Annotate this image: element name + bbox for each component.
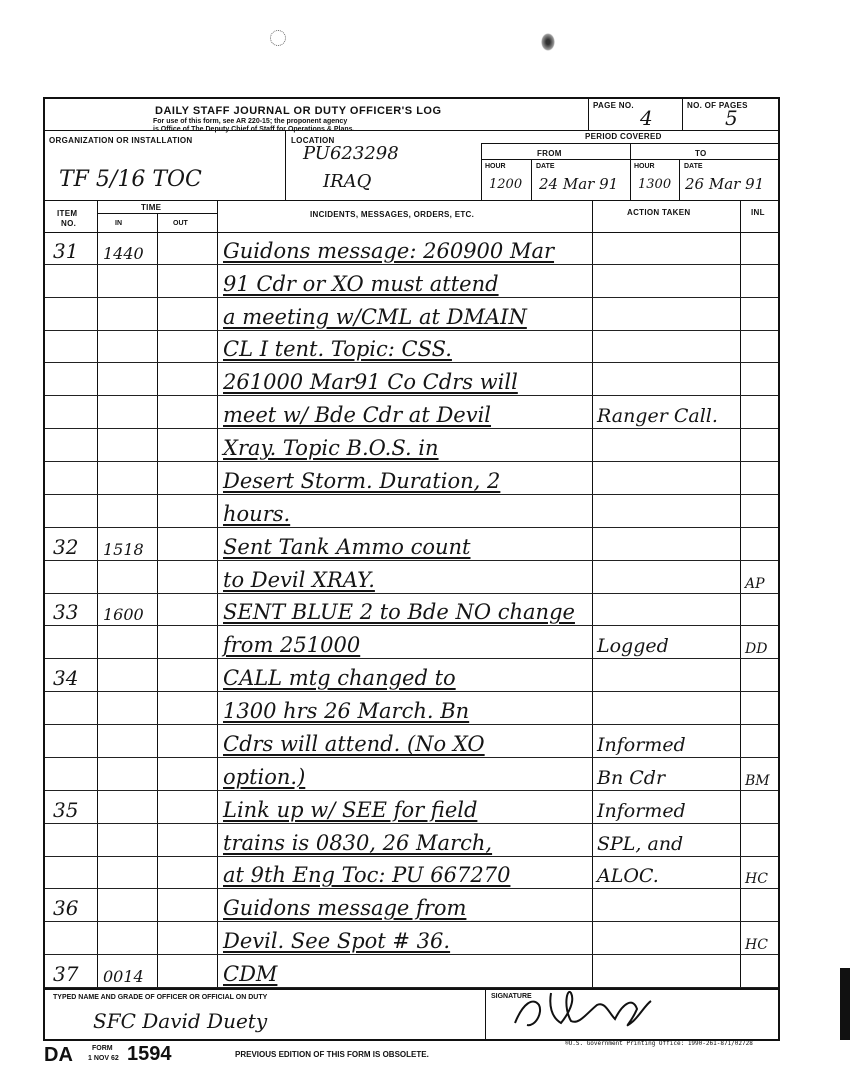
action-taken: Ranger Call. xyxy=(597,405,718,428)
item-number: 35 xyxy=(53,797,79,822)
period-covered-label: PERIOD COVERED xyxy=(585,132,662,141)
to-date-label: DATE xyxy=(684,163,703,170)
footer-gpo: ®U.S. Government Printing Office: 1990-261-871/02728 xyxy=(565,1040,753,1047)
incident-text: at 9th Eng Toc: PU 667270 xyxy=(223,863,511,888)
signature-label: SIGNATURE xyxy=(491,993,532,1000)
incident-text: Devil. See Spot # 36. xyxy=(223,929,451,954)
table-row xyxy=(45,528,778,561)
no-of-pages-label: NO. OF PAGES xyxy=(687,101,748,110)
form-subtitle-1: For use of this form, see AR 220-15; the proponent agency xyxy=(153,118,348,125)
col-action-label: ACTION TAKEN xyxy=(627,208,691,217)
location-line-1: PU623298 xyxy=(303,143,399,164)
table-row xyxy=(45,857,778,890)
table-row xyxy=(45,922,778,955)
form-title: DAILY STAFF JOURNAL OR DUTY OFFICER'S LOG xyxy=(155,105,442,117)
incident-text: CL I tent. Topic: CSS. xyxy=(223,337,452,362)
item-number: 31 xyxy=(53,238,79,263)
time-in: 1518 xyxy=(103,539,144,559)
col-time-label: TIME xyxy=(141,203,162,212)
scan-speck xyxy=(270,30,286,46)
incident-text: Desert Storm. Duration, 2 xyxy=(223,468,501,493)
table-row xyxy=(45,495,778,528)
incident-text: 1300 hrs 26 March. Bn xyxy=(223,699,470,724)
table-row xyxy=(45,626,778,659)
no-of-pages-value: 5 xyxy=(725,106,738,130)
action-taken: Bn Cdr xyxy=(597,766,666,789)
table-row xyxy=(45,659,778,692)
from-hour-label: HOUR xyxy=(485,163,506,170)
initials: HC xyxy=(745,937,768,954)
from-hour-value: 1200 xyxy=(489,177,523,192)
col-incidents-label: INCIDENTS, MESSAGES, ORDERS, ETC. xyxy=(310,210,475,219)
incident-text: trains is 0830, 26 March, xyxy=(223,830,493,855)
table-row xyxy=(45,758,778,791)
incident-text: CALL mtg changed to xyxy=(223,666,456,691)
from-date-value: 24 Mar 91 xyxy=(539,175,619,193)
table-row xyxy=(45,561,778,594)
journal-entries xyxy=(45,232,778,988)
table-row xyxy=(45,889,778,922)
action-taken: Informed xyxy=(597,799,686,822)
table-row xyxy=(45,396,778,429)
action-taken: SPL, and xyxy=(597,832,684,855)
signature-scribble xyxy=(505,983,705,1031)
scan-edge-mark xyxy=(840,968,850,1040)
table-row xyxy=(45,594,778,627)
col-out-label: OUT xyxy=(173,220,188,227)
initials: DD xyxy=(745,641,768,658)
location-label: LOCATION xyxy=(291,136,335,145)
table-row xyxy=(45,265,778,298)
incident-text: SENT BLUE 2 to Bde NO change xyxy=(223,600,575,625)
time-in: 1600 xyxy=(103,605,144,625)
col-no-label: NO. xyxy=(61,219,77,228)
incident-text: a meeting w/CML at DMAIN xyxy=(223,304,527,329)
incident-text: CDM xyxy=(223,961,278,986)
table-row xyxy=(45,232,778,265)
table-row xyxy=(45,692,778,725)
page-no-label: PAGE NO. xyxy=(593,101,634,110)
table-row xyxy=(45,429,778,462)
table-row xyxy=(45,331,778,364)
page-no-value: 4 xyxy=(640,106,653,130)
from-label: FROM xyxy=(537,149,562,158)
time-in: 1440 xyxy=(103,243,144,263)
initials: AP xyxy=(745,575,765,592)
item-number: 34 xyxy=(53,666,79,691)
table-row xyxy=(45,824,778,857)
col-item-label: ITEM xyxy=(57,209,78,218)
incident-text: to Devil XRAY. xyxy=(223,567,375,592)
from-date-label: DATE xyxy=(536,163,555,170)
table-row xyxy=(45,363,778,396)
to-date-value: 26 Mar 91 xyxy=(685,175,765,193)
location-line-2: IRAQ xyxy=(323,171,372,192)
footer-previous-edition: PREVIOUS EDITION OF THIS FORM IS OBSOLETE. xyxy=(235,1050,429,1059)
incident-text: Guidons message: 260900 Mar xyxy=(223,238,555,263)
to-label: TO xyxy=(695,149,707,158)
table-row xyxy=(45,725,778,758)
incident-text: option.) xyxy=(223,764,306,789)
incident-text: Cdrs will attend. (No XO xyxy=(223,731,485,756)
incident-text: meet w/ Bde Cdr at Devil xyxy=(223,403,492,428)
typed-name-label: TYPED NAME AND GRADE OF OFFICER OR OFFICIAL ON DUTY xyxy=(53,994,268,1001)
item-number: 33 xyxy=(53,600,79,625)
incident-text: Xray. Topic B.O.S. in xyxy=(223,436,439,461)
col-inl-label: INL xyxy=(751,208,765,217)
incident-text: hours. xyxy=(223,501,291,526)
col-in-label: IN xyxy=(115,220,122,227)
org-label: ORGANIZATION OR INSTALLATION xyxy=(49,136,193,145)
incident-text: 261000 Mar91 Co Cdrs will xyxy=(223,370,518,395)
incident-text: Link up w/ SEE for field xyxy=(223,797,478,822)
typed-name-value: SFC David Duety xyxy=(93,1009,268,1033)
footer-form-number: 1594 xyxy=(127,1043,172,1065)
table-row xyxy=(45,298,778,331)
item-number: 37 xyxy=(53,961,79,986)
time-in: 0014 xyxy=(103,966,144,986)
incident-text: Sent Tank Ammo count xyxy=(223,534,471,559)
incident-text: from 251000 xyxy=(223,633,361,658)
incident-text: 91 Cdr or XO must attend xyxy=(223,271,499,296)
footer-form-label: FORM xyxy=(92,1045,113,1052)
to-hour-label: HOUR xyxy=(634,163,655,170)
table-row xyxy=(45,462,778,495)
item-number: 36 xyxy=(53,896,79,921)
initials: BM xyxy=(745,772,770,789)
org-value: TF 5/16 TOC xyxy=(59,167,202,192)
footer-da: DA xyxy=(44,1044,73,1066)
incident-text: Guidons message from xyxy=(223,896,467,921)
action-taken: Informed xyxy=(597,733,686,756)
scan-speck xyxy=(541,33,555,51)
action-taken: Logged xyxy=(597,635,669,658)
initials: HC xyxy=(745,871,768,888)
item-number: 32 xyxy=(53,534,79,559)
table-row xyxy=(45,791,778,824)
action-taken: ALOC. xyxy=(597,865,659,888)
daily-staff-journal-form xyxy=(43,97,780,1041)
to-hour-value: 1300 xyxy=(638,177,672,192)
footer-form-date: 1 NOV 62 xyxy=(88,1055,119,1062)
